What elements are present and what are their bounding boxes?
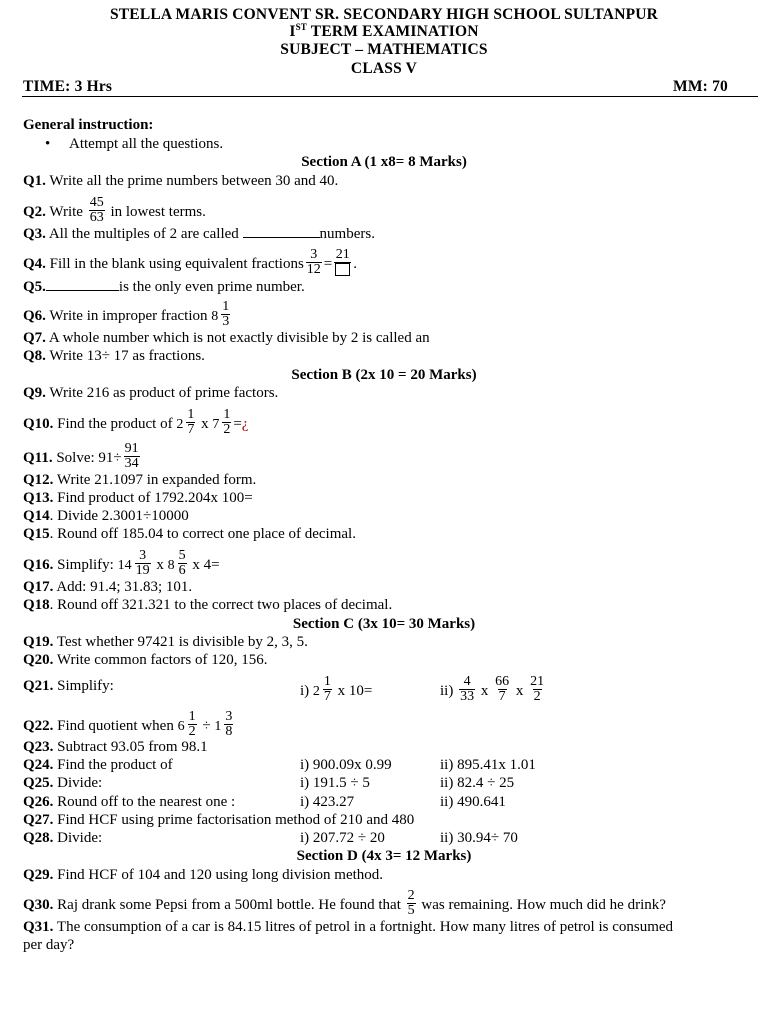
question-22: Q22. Find quotient when 6 $\frac{1}{2}$ ÷ 1 $\frac{3}{8}$ xyxy=(23,712,235,741)
question-11: Q11. Solve: 91÷ $\frac{91}{34}$ xyxy=(23,441,139,471)
question-15: Q15. Round off 185.04 to correct one place of decimal. xyxy=(23,526,356,542)
section-c-title: Section C (3x 10= 30 Marks) xyxy=(292,616,476,632)
mixed-fraction: 2 $\frac{1}{7}$ xyxy=(312,674,331,704)
mixed-fraction: 1 $\frac{3}{8}$ xyxy=(214,709,233,739)
mixed-fraction: 14 $\frac{3}{19}$ xyxy=(117,548,150,578)
subject-line: SUBJECT – MATHEMATICS xyxy=(280,41,488,58)
question-21-part-i: i) 2 $\frac{1}{7}$ x 10= xyxy=(300,674,373,704)
question-25-part-ii: ii) 82.4 ÷ 25 xyxy=(440,775,515,791)
section-d-title: Section D (4x 3= 12 Marks) xyxy=(296,848,472,864)
question-1: Q1. Write all the prime numbers between 30 and 40. xyxy=(23,173,339,189)
question-29: Q29. Find HCF of 104 and 120 using long division method. xyxy=(23,867,384,883)
question-20: Q20. Write common factors of 120, 156. xyxy=(23,652,268,668)
instruction-item: Attempt all the questions. xyxy=(69,136,224,152)
exam-title: IST TERM EXAMINATION xyxy=(289,21,479,40)
section-b-title: Section B (2x 10 = 20 Marks) xyxy=(291,367,477,383)
fraction: 21 xyxy=(334,248,351,277)
question-26-part-ii: ii) 490.641 xyxy=(440,794,506,810)
question-5: Q5. is the only even prime number. xyxy=(23,279,305,295)
question-26: Q26. Round off to the nearest one : xyxy=(23,794,236,810)
header-divider xyxy=(22,96,758,97)
question-21: Q21. Simplify: xyxy=(23,678,114,694)
question-24-part-i: i) 900.09x 0.99 xyxy=(300,757,392,773)
fraction: $\frac{45}{63}$ xyxy=(89,195,104,225)
question-27: Q27. Find HCF using prime factorisation method of 210 and 480 xyxy=(23,812,415,828)
question-21-part-ii: ii) $\frac{4}{33}$ x $\frac{66}{7}$ x $\frac{21}{2}$ xyxy=(440,674,545,704)
question-14: Q14. Divide 2.3001÷10000 xyxy=(23,508,189,524)
mixed-fraction: 8 $\frac{5}{6}$ xyxy=(167,548,186,578)
question-3: Q3. All the multiples of 2 are called numbers. xyxy=(23,226,375,242)
fraction: $\frac{91}{34}$ xyxy=(124,441,139,471)
question-13: Q13. Find product of 1792.204x 100= xyxy=(23,490,253,506)
question-25-part-i: i) 191.5 ÷ 5 xyxy=(300,775,370,791)
question-4: Q4. Fill in the blank using equivalent fractions $\frac{3}{12}$ = 21 . xyxy=(23,247,358,277)
section-a-title: Section A (1 x8= 8 Marks) xyxy=(301,154,467,170)
question-12: Q12. Write 21.1097 in expanded form. xyxy=(23,472,257,488)
fraction: $\frac{2}{5}$ xyxy=(407,888,415,918)
instruction-bullet: • xyxy=(45,136,51,152)
question-10: Q10. Find the product of 2 $\frac{1}{7}$ x 7 $\frac{1}{2}$ =¿ xyxy=(23,407,249,437)
question-8: Q8. Write 13÷ 17 as fractions. xyxy=(23,348,205,364)
question-9: Q9. Write 216 as product of prime factors. xyxy=(23,385,279,401)
question-7: Q7. A whole number which is not exactly divisible by 2 is called an xyxy=(23,330,430,346)
mixed-fraction: 8 $\frac{1}{3}$ xyxy=(211,299,230,329)
question-25: Q25. Divide: xyxy=(23,775,103,791)
school-name: STELLA MARIS CONVENT SR. SECONDARY HIGH SCHOOL SULTANPUR xyxy=(109,6,659,23)
question-28-part-i: i) 207.72 ÷ 20 xyxy=(300,830,385,846)
question-19: Q19. Test whether 97421 is divisible by 2, 3, 5. xyxy=(23,634,308,650)
unknown-symbol: ¿ xyxy=(241,415,249,432)
question-2: Q2. Write $\frac{45}{63}$ in lowest terms. xyxy=(23,195,206,225)
question-31: Q31. The consumption of a car is 84.15 litres of petrol in a fortnight. How many litres of petrol is consumed xyxy=(23,919,674,935)
question-17: Q17. Add: 91.4; 31.83; 101. xyxy=(23,579,193,595)
question-23: Q23. Subtract 93.05 from 98.1 xyxy=(23,739,208,755)
class-line: CLASS V xyxy=(350,60,418,77)
question-24-part-ii: ii) 895.41x 1.01 xyxy=(440,757,536,773)
time-label: TIME: 3 Hrs xyxy=(23,78,113,95)
instructions-title: General instruction: xyxy=(23,117,154,133)
question-30: Q30. Raj drank some Pepsi from a 500ml bottle. He found that $\frac{2}{5}$ was remaining. How much did he drink? xyxy=(23,888,666,918)
mixed-fraction: 6 $\frac{1}{2}$ xyxy=(177,709,196,739)
question-16: Q16. Simplify: 14 $\frac{3}{19}$ x 8 $\frac{5}{6}$ x 4= xyxy=(23,548,220,578)
question-18: Q18. Round off 321.321 to the correct two places of decimal. xyxy=(23,597,393,613)
mixed-fraction: 2 $\frac{1}{7}$ xyxy=(176,407,195,437)
mixed-fraction: 7 $\frac{1}{2}$ xyxy=(212,407,231,437)
fraction: $\frac{3}{12}$ xyxy=(306,247,321,277)
question-6: Q6. Write in improper fraction 8 $\frac{1}{3}$ xyxy=(23,302,232,331)
question-28-part-ii: ii) 30.94÷ 70 xyxy=(440,830,518,846)
question-26-part-i: i) 423.27 xyxy=(300,794,355,810)
blank-box-icon xyxy=(335,263,350,276)
question-28: Q28. Divide: xyxy=(23,830,103,846)
answer-blank xyxy=(46,277,119,291)
max-marks-label: MM: 70 xyxy=(673,78,728,95)
answer-blank xyxy=(243,224,320,238)
question-31-continued: per day? xyxy=(23,937,75,953)
question-24: Q24. Find the product of xyxy=(23,757,173,773)
